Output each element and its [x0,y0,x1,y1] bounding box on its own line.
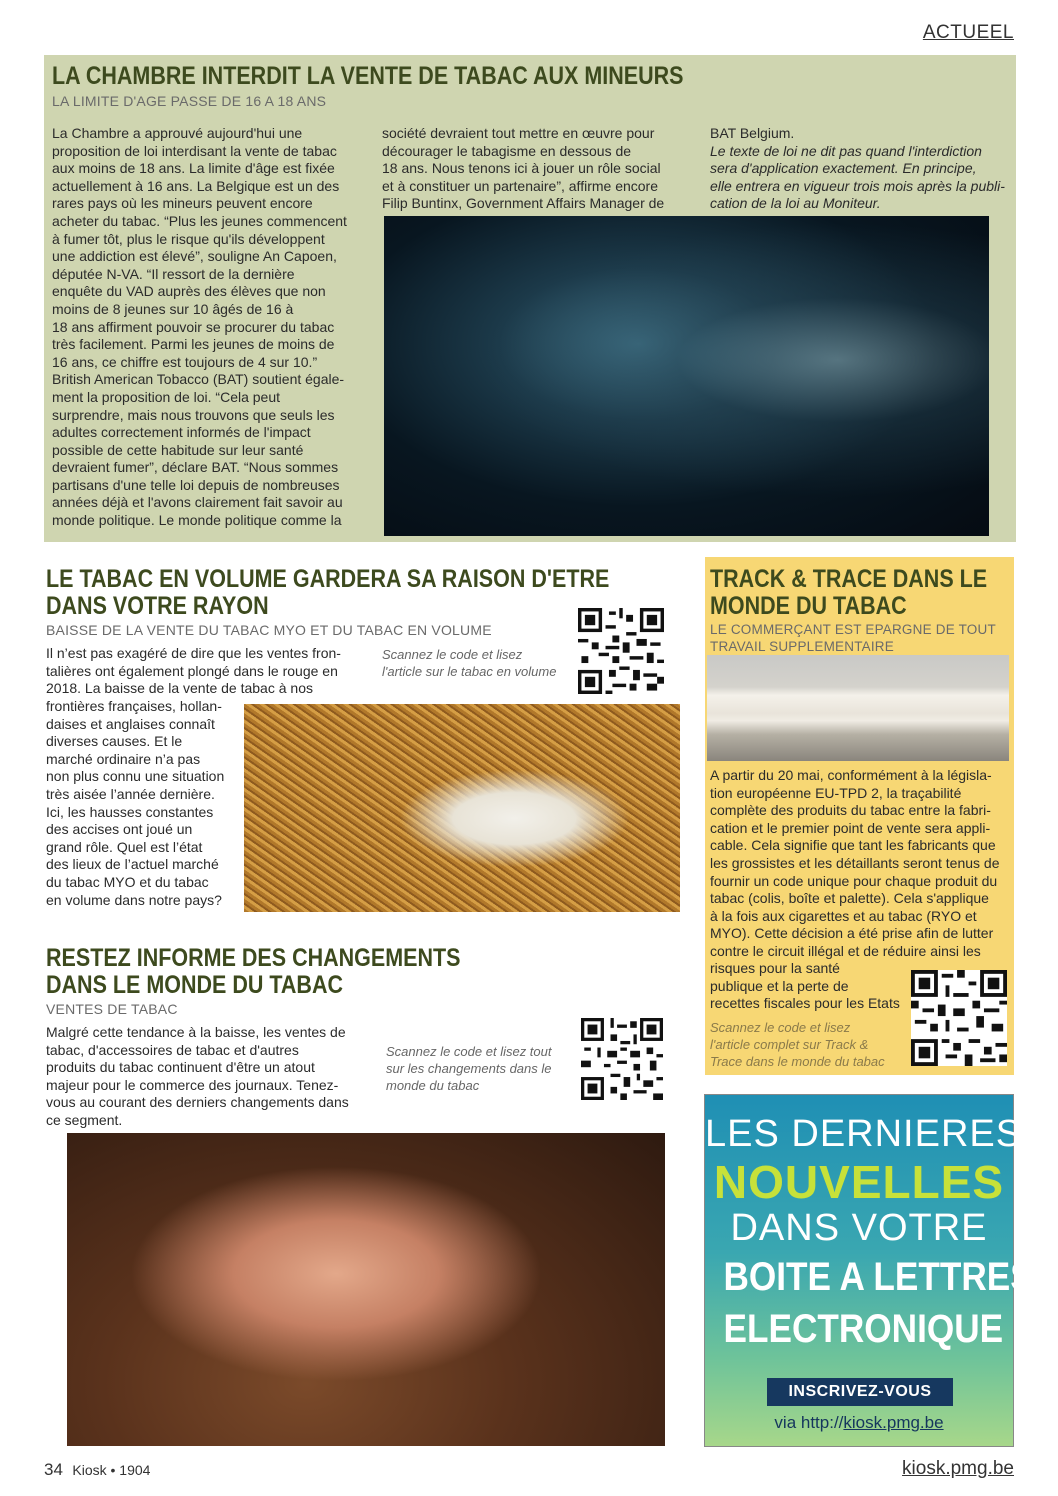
text-line: contre le circuit illégal et de réduire ainsi les [710,942,981,959]
text-line: et à constituer un partenaire”, affirme encore [382,177,659,194]
article-4-subtitle-line-1: LE COMMERÇANT EST EPARGNE DE TOUT [710,622,996,637]
text-line: publique et la perte de [710,977,849,994]
article-4-qr-caption [710,1019,910,1070]
text-line: très facilement. Parmi les jeunes de moins de [52,336,335,353]
article-2-body-left [46,698,242,909]
article-4-title-line-2: MONDE DU TABAC [710,592,907,620]
text-line: diverses causes. Et le [46,733,183,750]
text-line: partisans d'une telle loi depuis de nombreuses [52,476,340,493]
text-line: tabac (colis, boîte et palette). Cela s'applique [710,890,989,907]
text-line: Malgré cette tendance à la baisse, les ventes de [46,1024,346,1040]
article-4-body [710,767,1010,961]
text-line: des lieux de l’actuel marché [46,856,219,873]
tobacco-cigarettes-photo [244,704,680,912]
text-line: majeur pour le commerce des journaux. Tenez- [46,1076,339,1093]
section-label: ACTUEEL [922,22,1014,43]
caption-line: Scannez le code et lisez [710,1020,851,1035]
caption-line: Trace dans le monde du tabac [710,1054,885,1069]
text-line: aux moins de 18 ans. La limite d'âge est fixée [52,160,335,177]
ad-line-2: NOUVELLES [713,1156,1005,1208]
text-line: frontières françaises, hollan- [46,698,222,714]
text-line: sera d'application exactement. En principe, [710,160,977,177]
article-2-subtitle: BAISSE DE LA VENTE DU TABAC MYO ET DU TABAC EN VOLUME [46,622,492,638]
text-line: daises et anglaises connaît [46,715,215,732]
smoker-photo [384,216,989,536]
text-line: tabac, d'accessoires de tabac et d'autres [46,1041,299,1058]
text-line: British American Tobacco (BAT) soutient égale- [52,371,345,388]
article-1-subtitle: LA LIMITE D'AGE PASSE DE 16 A 18 ANS [52,93,327,109]
text-line: fournir un code unique pour chaque produit du [710,872,998,889]
article-4-body-tail [710,960,910,1013]
hands-tobacco-photo [67,1133,665,1446]
article-3-subtitle: VENTES DE TABAC [46,1001,178,1017]
qr-code-volume-tabac[interactable] [578,608,664,694]
text-line: cable. Cela signifie que tant les fabricants que [710,837,996,854]
ad-line-5: ELECTRONIQUE [723,1307,1004,1351]
caption-line: l'article complet sur Track & [710,1037,869,1052]
text-line: Ici, les hausses constantes [46,803,214,820]
article-2-qr-caption [382,646,562,680]
caption-line: l'article sur le tabac en volume [382,664,557,679]
text-line: talières ont également plongé dans le rouge en [46,662,338,679]
text-line: enquête du VAD auprès des élèves que non [52,283,326,300]
cigarette-production-photo [707,655,1009,761]
article-2-title-line-2: DANS VOTRE RAYON [46,592,269,620]
text-line: ce segment. [46,1111,123,1128]
text-line: ment la proposition de loi. “Cela peut [52,388,281,405]
text-line: non plus connu une situation [46,768,225,785]
text-line: très aisée l’année dernière. [46,785,215,802]
text-line: moins de 8 jeunes sur 10 âgés de 16 à [52,300,294,317]
text-line: elle entrera en vigueur trois mois après la publi- [710,177,1005,194]
text-line: députée N-VA. “Il ressort de la dernière [52,265,295,282]
qr-code-changements[interactable] [581,1018,663,1100]
caption-line: sur les changements dans le [386,1061,552,1076]
newsletter-ad[interactable] [704,1094,1034,1447]
article-1-col-3 [710,125,1010,213]
text-line: 2018. La baisse de la vente de tabac à nos [46,680,313,697]
text-line: possible de cette habitude sur leur santé [52,441,304,458]
text-line: cation de la loi au Moniteur. [710,195,881,212]
text-line: La Chambre a approuvé aujourd'hui une [52,125,303,141]
page-number: 34 [44,1460,63,1479]
text-line: recettes fiscales pour les Etats [710,995,900,1012]
text-line: tion européenne EU-TPD 2, la traçabilité [710,784,962,801]
text-line: 18 ans. Nous tenons ici à jouer un rôle social [382,160,661,177]
text-line: les grossistes et les détaillants seront tenus de [710,854,1000,871]
magazine-issue: Kiosk • 1904 [72,1462,151,1478]
article-1-title: LA CHAMBRE INTERDIT LA VENTE DE TABAC AUX MINEURS [52,62,684,90]
ad-line-4: BOITE A LETTRES [723,1255,1034,1299]
text-line: devraient fumer”, déclare BAT. “Nous sommes [52,459,339,476]
text-line: à la fois aux cigarettes et au tabac (RYO et [710,907,977,924]
article-1-col-2 [382,125,692,213]
text-line: 18 ans affirment pouvoir se procurer du tabac [52,318,335,335]
text-line: 16 ans, ce chiffre est toujours de 4 sur 10.” [52,353,318,370]
text-line: décourager le tabagisme en dessous de [382,142,632,159]
article-3-qr-caption [386,1043,566,1094]
ad-url[interactable] [705,1413,1013,1433]
article-4-subtitle-line-2: TRAVAIL SUPPLEMENTAIRE [710,639,894,654]
text-line: du tabac MYO et du tabac [46,873,209,890]
footer-left [44,1460,150,1480]
text-line: des accises ont joué un [46,821,193,838]
text-line: produits du tabac continuent d'être un atout [46,1059,315,1076]
text-line: surprendre, mais nous trouvons que seuls les [52,406,335,423]
text-line: Filip Buntinx, Government Affairs Manager de [382,195,665,212]
article-3-body [46,1024,366,1130]
article-3-title-line-1: RESTEZ INFORME DES CHANGEMENTS [46,944,461,972]
text-line: grand rôle. Quel est l’état [46,838,203,855]
article-1-col-1 [52,125,372,530]
text-line: rares pays où les mineurs peuvent encore [52,195,313,212]
ad-line-1: LES DERNIERES [705,1113,1023,1155]
caption-line: Scannez le code et lisez tout [386,1044,552,1059]
text-line: Il n’est pas exagéré de dire que les ventes fron- [46,645,341,661]
caption-line: Scannez le code et lisez [382,647,523,662]
text-line: MYO). Cette décision a été prise afin de lutter [710,925,994,942]
footer-site-link[interactable]: kiosk.pmg.be [902,1458,1014,1479]
article-4-title-line-1: TRACK & TRACE DANS LE [710,565,988,593]
text-line: Le texte de loi ne dit pas quand l'interdiction [710,142,982,159]
text-line: actuellement à 16 ans. La Belgique est un des [52,177,340,194]
text-line: BAT Belgium. [710,125,795,141]
article-2-body-top [46,645,366,698]
text-line: cation et le premier point de vente sera appli- [710,819,991,836]
caption-line: monde du tabac [386,1078,480,1093]
text-line: risques pour la santé [710,960,840,976]
ad-line-3: DANS VOTRE [730,1207,988,1249]
text-line: monde politique. Le monde politique comme la [52,512,342,529]
article-2-title-line-1: LE TABAC EN VOLUME GARDERA SA RAISON D'ETRE [46,565,610,593]
text-line: à fumer tôt, plus le risque qu'ils développent [52,230,325,247]
text-line: société devraient tout mettre en œuvre pour [382,125,655,141]
text-line: vous au courant des derniers changements dans [46,1094,349,1111]
ad-url-link[interactable]: kiosk.pmg.be [843,1413,944,1432]
text-line: une addiction est élevé”, souligne An Capoen, [52,248,337,265]
text-line: adultes correctement informés de l'impact [52,424,311,441]
article-3-title-line-2: DANS LE MONDE DU TABAC [46,971,344,999]
qr-code-track-trace[interactable] [911,970,1007,1066]
text-line: années déjà et l'avons clairement fait savoir au [52,494,343,511]
text-line: marché ordinaire n’a pas [46,750,201,767]
text-line: complète des produits du tabac entre la fabri- [710,802,991,819]
text-line: en volume dans notre pays? [46,891,222,908]
text-line: proposition de loi interdisant la vente de tabac [52,142,337,159]
text-line: acheter du tabac. “Plus les jeunes commencent [52,212,347,229]
ad-url-prefix: via http:// [774,1413,844,1432]
text-line: A partir du 20 mai, conformément à la législa- [710,767,992,783]
subscribe-button[interactable]: INSCRIVEZ-VOUS [767,1378,953,1406]
